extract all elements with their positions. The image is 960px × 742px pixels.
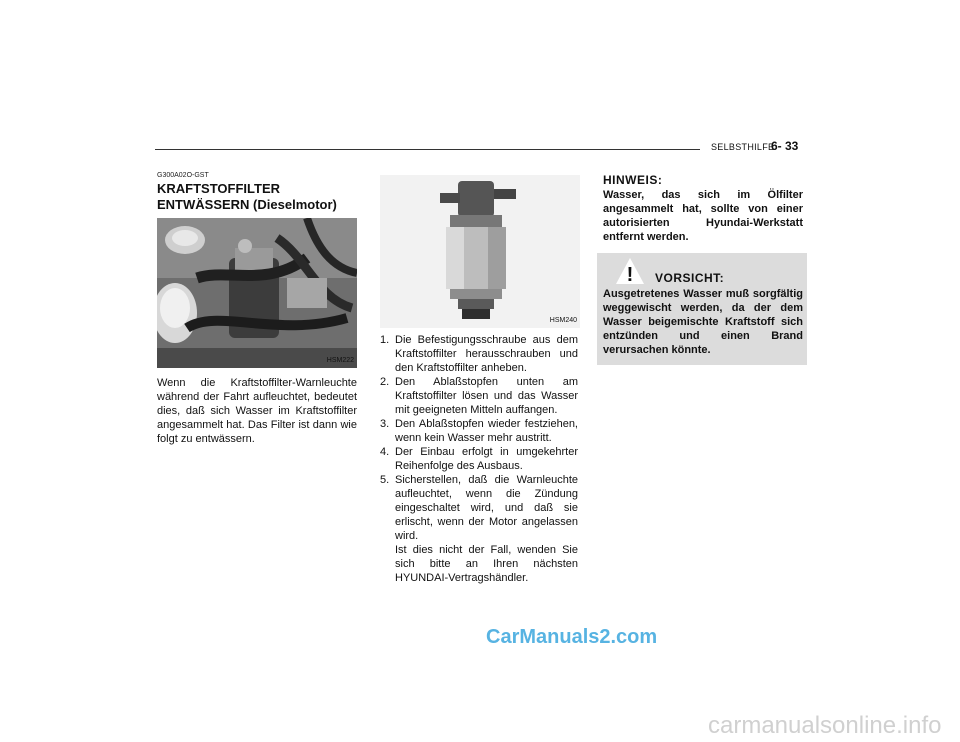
caution-box bbox=[597, 253, 807, 365]
section-code: G300A02O-GST bbox=[157, 172, 209, 179]
step-number: 2. bbox=[380, 376, 390, 388]
watermark-carmanuals2[interactable]: CarManuals2.com bbox=[486, 626, 658, 648]
header-rule bbox=[155, 149, 700, 150]
procedure-steps bbox=[380, 333, 578, 585]
caution-mark: ! bbox=[626, 264, 634, 285]
hinweis-text: Wasser, das sich im Ölfilter angesammelt hat, sollte von einer autorisierten Hyundai-Werkstatt entfernt werden. bbox=[603, 189, 803, 243]
caution-title: VORSICHT: bbox=[655, 271, 725, 285]
step-text: Den Ablaßstopfen wieder festziehen, wenn kein Wasser mehr austritt. bbox=[395, 418, 578, 444]
watermark-carmanualsonline[interactable]: carmanualsonline.info bbox=[708, 712, 942, 739]
engine-photo bbox=[157, 218, 357, 368]
step-note: Ist dies nicht der Fall, wenden Sie sich bitte an Ihren nächsten HYUNDAI-Vertragshändler. bbox=[395, 544, 578, 584]
step-number: 3. bbox=[380, 418, 390, 430]
procedure-step bbox=[380, 333, 578, 375]
procedure-step bbox=[380, 375, 578, 417]
step-number: 5. bbox=[380, 474, 390, 486]
engine-photo-code: HSM222 bbox=[326, 357, 354, 364]
fuel-filter-photo-code: HSM240 bbox=[549, 317, 577, 324]
step-text: Die Befestigungsschraube aus dem Kraftstoffilter herausschrauben und den Kraftstoffilter anheben. bbox=[395, 334, 578, 374]
section-title: SELBSTHILFE bbox=[711, 142, 775, 152]
procedure-step bbox=[380, 445, 578, 473]
step-text: Den Ablaßstopfen unten am Kraftstoffilter lösen und das Wasser mit geeigneten Mitteln auffangen. bbox=[395, 376, 578, 416]
step-number: 4. bbox=[380, 446, 390, 458]
fuel-filter-photo bbox=[380, 175, 580, 328]
page-number: 6- 33 bbox=[771, 139, 799, 153]
step-number: 1. bbox=[380, 334, 390, 346]
hinweis-title: HINWEIS: bbox=[603, 173, 663, 187]
procedure-step bbox=[380, 417, 578, 445]
intro-paragraph: Wenn die Kraftstoffilter-Warnleuchte während der Fahrt aufleuchtet, bedeutet dies, daß sich Wasser im Kraftstoffilter angesammelt hat. Das Filter ist dann wie folgt zu entwässern. bbox=[157, 377, 357, 445]
warning-exclamation-icon bbox=[615, 257, 645, 285]
procedure-step bbox=[380, 473, 578, 585]
step-text: Sicherstellen, daß die Warnleuchte aufleuchtet, wenn die Zündung eingeschaltet wird, und daß sie erlischt, wenn der Motor angelassen wird. bbox=[395, 474, 578, 542]
step-text: Der Einbau erfolgt in umgekehrter Reihenfolge des Ausbaus. bbox=[395, 446, 578, 472]
caution-text: Ausgetretenes Wasser muß sorgfältig weggewischt werden, da der dem Wasser beigemischte Kraftstoff sich entzünden und einen Brand verursachen könnte. bbox=[603, 288, 803, 356]
page-title: KRAFTSTOFFILTER ENTWÄSSERN (Dieselmotor) bbox=[157, 181, 337, 212]
